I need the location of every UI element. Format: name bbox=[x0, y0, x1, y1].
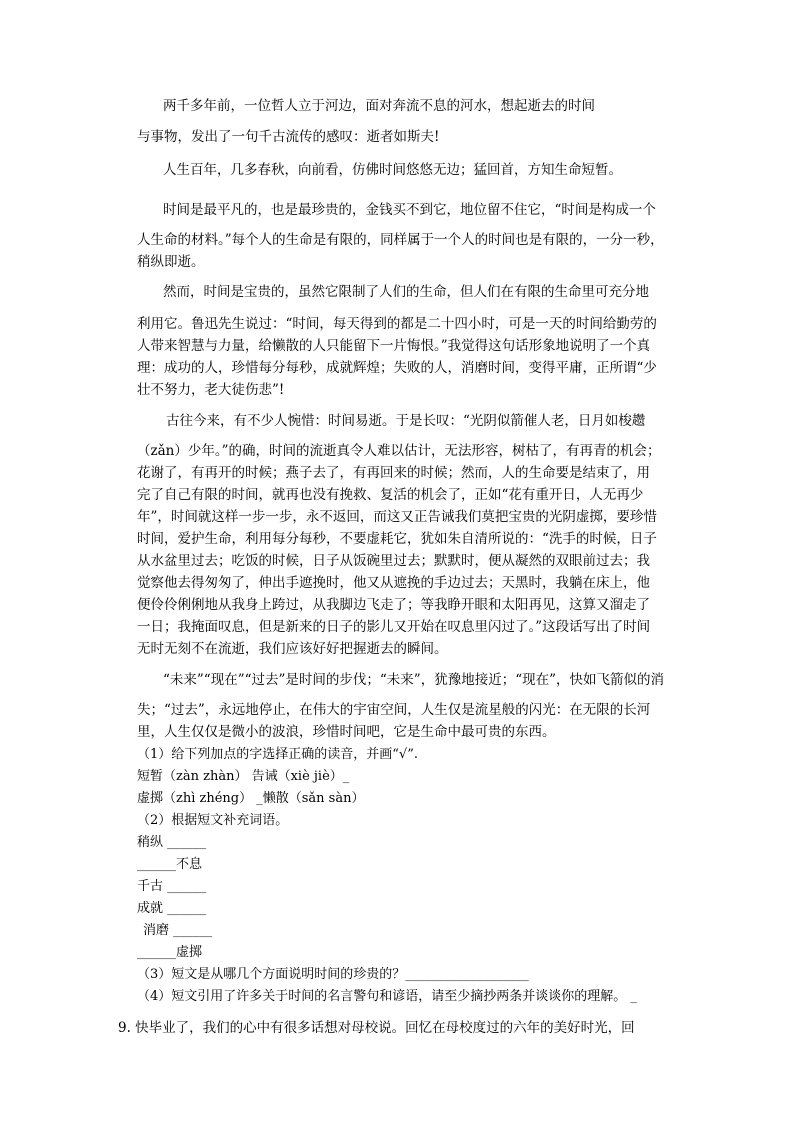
text-line: 失；“过去”，永远地停止，在伟大的宇宙空间，人生仅是流星般的闪光：在无限的长河 bbox=[137, 702, 651, 718]
text-line: 消磨 ______ bbox=[143, 923, 213, 938]
text-line: 时间是最平凡的，也是最珍贵的，金钱买不到它，地位留不住它，“时间是构成一个 bbox=[163, 202, 656, 218]
text-line: 然而，时间是宝贵的，虽然它限制了人们的生命，但人们在有限的生命里可充分地 bbox=[163, 284, 649, 300]
text-line: 一日；我掩面叹息，但是新来的日子的影儿又开始在叹息里闪过了。”这段话写出了时间 bbox=[137, 619, 651, 635]
text-line: “未来”“现在”“过去”是时间的步伐；“未来”，犹豫地接近；“现在”，快如飞箭似的消 bbox=[163, 672, 665, 688]
text-line: （2）根据短文补充词语。 bbox=[137, 813, 289, 828]
text-line: 稍纵 ______ bbox=[137, 835, 207, 850]
text-line: 人带来智慧与力量，给懒散的人只能留下一片悔恨。”我觉得这句话形象地说明了一个真 bbox=[137, 338, 651, 354]
text-line: （4）短文引用了许多关于时间的名言警句和谚语，请至少摘抄两条并谈谈你的理解。 _ bbox=[137, 989, 637, 1004]
text-line: 人生命的材料。”每个人的生命是有限的，同样属于一个人的时间也是有限的，一分一秒， bbox=[137, 232, 664, 248]
text-line: （3）短文是从哪几个方面说明时间的珍贵的？___________________ bbox=[137, 967, 529, 982]
text-line: 里，人生仅仅是微小的波浪，珍惜时间吧，它是生命中最可贵的东西。 bbox=[137, 724, 556, 740]
text-line: 利用它。鲁迅先生说过：“时间，每天得到的都是二十四小时，可是一天的时间给勤劳的 bbox=[137, 316, 657, 332]
text-line: 花谢了，有再开的时候；燕子去了，有再回来的时候；然而，人的生命要是结束了，用 bbox=[137, 465, 650, 481]
text-line: ______虚掷 bbox=[137, 945, 203, 960]
text-line: 两千多年前，一位哲人立于河边，面对奔流不息的河水，想起逝去的时间 bbox=[163, 98, 595, 114]
text-line: 古往今来，有不少人惋惜：时间易逝。于是长叹：“光阴似箭催人老，日月如梭趱 bbox=[166, 413, 646, 429]
text-line: 千古 ______ bbox=[137, 879, 207, 894]
text-line: 时间，爱护生命，利用每分每秒，不要虚耗它，犹如朱自清所说的：“洗手的时候，日子 bbox=[137, 531, 657, 547]
text-line: ______不息 bbox=[137, 857, 203, 872]
text-line: （zǎn）少年。”的确，时间的流逝真令人难以估计，无法形容，树枯了，有再青的机会； bbox=[137, 443, 661, 459]
text-line: 人生百年，几多春秋，向前看，仿佛时间悠悠无边；猛回首，方知生命短暂。 bbox=[163, 162, 622, 178]
text-line: 便伶伶俐俐地从我身上跨过，从我脚边飞走了；等我睁开眼和太阳再见，这算又溜走了 bbox=[137, 597, 650, 613]
text-line: 理：成功的人，珍惜每分每秒，成就辉煌；失败的人，消磨时间，变得平庸，正所谓“少 bbox=[137, 360, 657, 376]
text-line: 9. 快毕业了，我们的心中有很多话想对母校说。回忆在母校度过的六年的美好时光，回 bbox=[118, 1020, 635, 1036]
text-line: 虚掷（zhì zhéng） _懒散（sǎn sàn） bbox=[137, 791, 365, 806]
text-line: 短暂（zàn zhàn） 告诫（xiè jiè）_ bbox=[137, 769, 350, 784]
text-line: （1）给下列加点的字选择正确的读音，并画“√”. bbox=[137, 747, 418, 762]
text-line: 完了自己有限的时间，就再也没有挽救、复活的机会了，正如“花有重开日，人无再少 bbox=[137, 487, 644, 503]
text-line: 稍纵即逝。 bbox=[137, 254, 205, 270]
text-line: 无时无刻不在流逝，我们应该好好把握逝去的瞬间。 bbox=[137, 641, 448, 657]
text-line: 年”，时间就这样一步一步，永不返回，而这又正告诫我们莫把宝贵的光阴虚掷，要珍惜 bbox=[137, 509, 657, 525]
text-line: 成就 ______ bbox=[137, 901, 207, 916]
text-line: 觉察他去得匆匆了，伸出手遮挽时，他又从遮挽的手边过去；天黑时，我躺在床上，他 bbox=[137, 575, 650, 591]
text-line: 壮不努力，老大徒伤悲”! bbox=[137, 382, 285, 398]
text-line: 与事物，发出了一句千古流传的感叹：逝者如斯夫! bbox=[137, 129, 440, 145]
text-line: 从水盆里过去；吃饭的时候，日子从饭碗里过去；默默时，便从凝然的双眼前过去；我 bbox=[137, 553, 650, 569]
